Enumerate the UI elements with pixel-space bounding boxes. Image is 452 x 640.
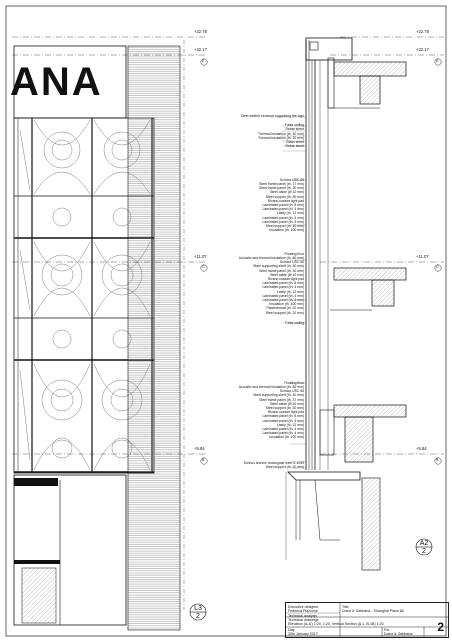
annotation-label: Steel cable (Ø 10 mm) xyxy=(270,190,304,195)
elevation-left xyxy=(14,40,184,630)
annotation-label: Thermal insulation (th. 40 mm) xyxy=(258,131,304,136)
level-right-2: +22.17 xyxy=(416,47,429,52)
annotation-label: Plasterboard (th. 20 mm) xyxy=(266,306,304,311)
annotation-group-lower xyxy=(224,381,304,440)
for-label: For xyxy=(384,628,390,632)
annotation-label: Laminated panel (th. 4 mm) xyxy=(262,219,304,224)
annotation-label: Laminated panel (th. 4 mm) xyxy=(262,293,304,298)
section-marker-left-top: L3 xyxy=(194,605,202,612)
annotation-group-middle xyxy=(224,252,304,325)
sheet-number: 2 xyxy=(437,620,444,634)
annotation-label: Insulation (th. 100 mm) xyxy=(269,228,304,233)
annotation-label: Steel support (th. 30 mm) xyxy=(265,194,304,199)
annotation-label: Insulation (th. 100 mm) xyxy=(269,435,304,440)
level-right-1: +22.78 xyxy=(416,29,429,34)
annotation-group-bottom xyxy=(224,461,304,469)
annotation-label: Laminated panel (th. 4 mm) xyxy=(262,427,304,432)
annotation-label: Lastly (th. 12 mm) xyxy=(276,422,304,427)
level-left-1: +22.78 xyxy=(194,29,207,34)
annotation-label: Schüco technic rectangular tube S-1039 xyxy=(243,460,304,465)
annotation-label: Lastly (th. 12 mm) xyxy=(276,211,304,216)
annotation-label: Rebar sheet xyxy=(285,144,304,149)
for: Dolce & Gabbana xyxy=(384,632,413,636)
annotation-label: Steel supporting shelf (th. 30 mm) xyxy=(253,264,304,269)
annotation-label: Steel frame panel (th. 30 mm) xyxy=(259,268,304,273)
annotation-group-top xyxy=(224,115,304,149)
grid-left-E: E xyxy=(202,59,205,63)
grid-right-C: C xyxy=(436,265,439,269)
annotation-label: Laminated panel (th. 4 mm) xyxy=(262,207,304,212)
content: Elevation (A-A') 1:20, 1:20, Vertical Section (A-1, B-1B) 1:20 xyxy=(288,622,384,626)
annotation-label: Floating floor xyxy=(284,380,304,385)
level-lines-right xyxy=(320,37,444,454)
annotation-label: Laminated panel (th. 4 mm) xyxy=(262,298,304,303)
content-label: Technical drawings xyxy=(288,618,319,622)
annotation-label: Acoustic and thermal insulation (th. 80 mm) xyxy=(238,385,304,389)
executive-designer-label: Executive designer xyxy=(288,604,319,609)
day: 30th January 2017 xyxy=(288,632,318,636)
annotation-label: False ceiling xyxy=(285,320,304,325)
annotation-label: False ceiling xyxy=(285,123,304,128)
grid-bubbles-left xyxy=(201,59,207,464)
grid-left-C: C xyxy=(202,265,205,269)
drawing-title: Dolce & Gabbana - Shanghai Plaza 66 xyxy=(342,609,404,613)
annotation-label: Thermal insulation (th. 30 mm) xyxy=(258,135,304,140)
annotation-label: Acoustic and thermal insulation (th. 80 mm) xyxy=(238,256,304,260)
signage-logo: ANA xyxy=(10,60,103,104)
level-left-2: +22.17 xyxy=(194,47,207,52)
annotation-label: Schüco USC 65 xyxy=(279,177,304,182)
annotation-label: Steel supporting shelf (th. 30 mm) xyxy=(253,393,304,398)
annotation-label: Floating floor xyxy=(284,251,304,256)
annotation-label: Laminated panel (th. 4 mm) xyxy=(262,431,304,436)
annotation-label: Steel support (th. 30 mm) xyxy=(265,406,304,411)
annotation-label: Steel support (th. 20 mm) xyxy=(265,310,304,315)
grid-left-B: B xyxy=(202,458,205,462)
annotation-label: Laminated panel (th. 4 mm) xyxy=(262,418,304,423)
annotation-label: Rivano custom light pad xyxy=(267,277,304,282)
level-left-3: +11.07 xyxy=(194,254,207,259)
executive-designer: Federica Plazzone xyxy=(288,608,318,613)
annotation-label: Steel support (th. 20 mm) xyxy=(265,224,304,229)
annotation-label: Lastly (th. 12 mm) xyxy=(276,289,304,294)
annotation-label: Steel frame panel (th. 17 mm) xyxy=(259,182,304,186)
annotation-label: Laminated panel (th. 8 mm) xyxy=(262,281,304,286)
annotation-group-upper xyxy=(224,178,304,233)
annotation-label: Laminated panel (th. 4 mm) xyxy=(262,215,304,220)
section-marker-left-bottom: 2 xyxy=(196,613,200,620)
technical-analysis: Technical analysis xyxy=(288,613,317,618)
grid-right-E: E xyxy=(436,59,439,63)
day-label: Day xyxy=(288,628,295,632)
annotation-label: Steel welded structure supporting the logo xyxy=(240,114,304,118)
annotation-label: Rebar sheet xyxy=(285,127,304,132)
annotation-label: Schüco USC 65 xyxy=(279,260,304,265)
title-label: Title xyxy=(342,604,349,609)
annotation-label: Laminated panel (th. 8 mm) xyxy=(262,414,304,419)
annotation-label: Steel cable (Ø 10 mm) xyxy=(270,401,304,406)
section-marker-right-top: A2 xyxy=(419,540,429,547)
level-left-4: +5.84 xyxy=(194,446,205,451)
grid-bubbles-right xyxy=(435,59,441,464)
title-block xyxy=(285,602,449,638)
annotation-label: Steel cable (Ø 10 mm) xyxy=(270,272,304,277)
annotation-label: Steel frame panel (th. 37 mm) xyxy=(259,397,304,402)
annotation-label: Glass sheet xyxy=(286,140,304,145)
annotation-label: Steel frame panel (th. 30 mm) xyxy=(259,186,304,191)
annotation-label: Insulation (th. 100 mm) xyxy=(269,302,304,307)
annotation-label: Steel support (th. 20 mm) xyxy=(265,465,304,469)
annotation-label: Rivano custom light pad xyxy=(267,198,304,203)
level-right-3: +11.07 xyxy=(416,254,429,259)
annotation-label: Laminated panel (th. 8 mm) xyxy=(262,203,304,208)
annotation-label: Schüco USC 65 xyxy=(279,389,304,394)
section-marker-right-bottom: 2 xyxy=(422,548,426,555)
annotation-label: Rivano custom light pad xyxy=(267,410,304,415)
annotation-label: Laminated panel (th. 4 mm) xyxy=(262,285,304,290)
level-right-4: +5.84 xyxy=(416,446,427,451)
grid-right-B: B xyxy=(436,458,439,462)
